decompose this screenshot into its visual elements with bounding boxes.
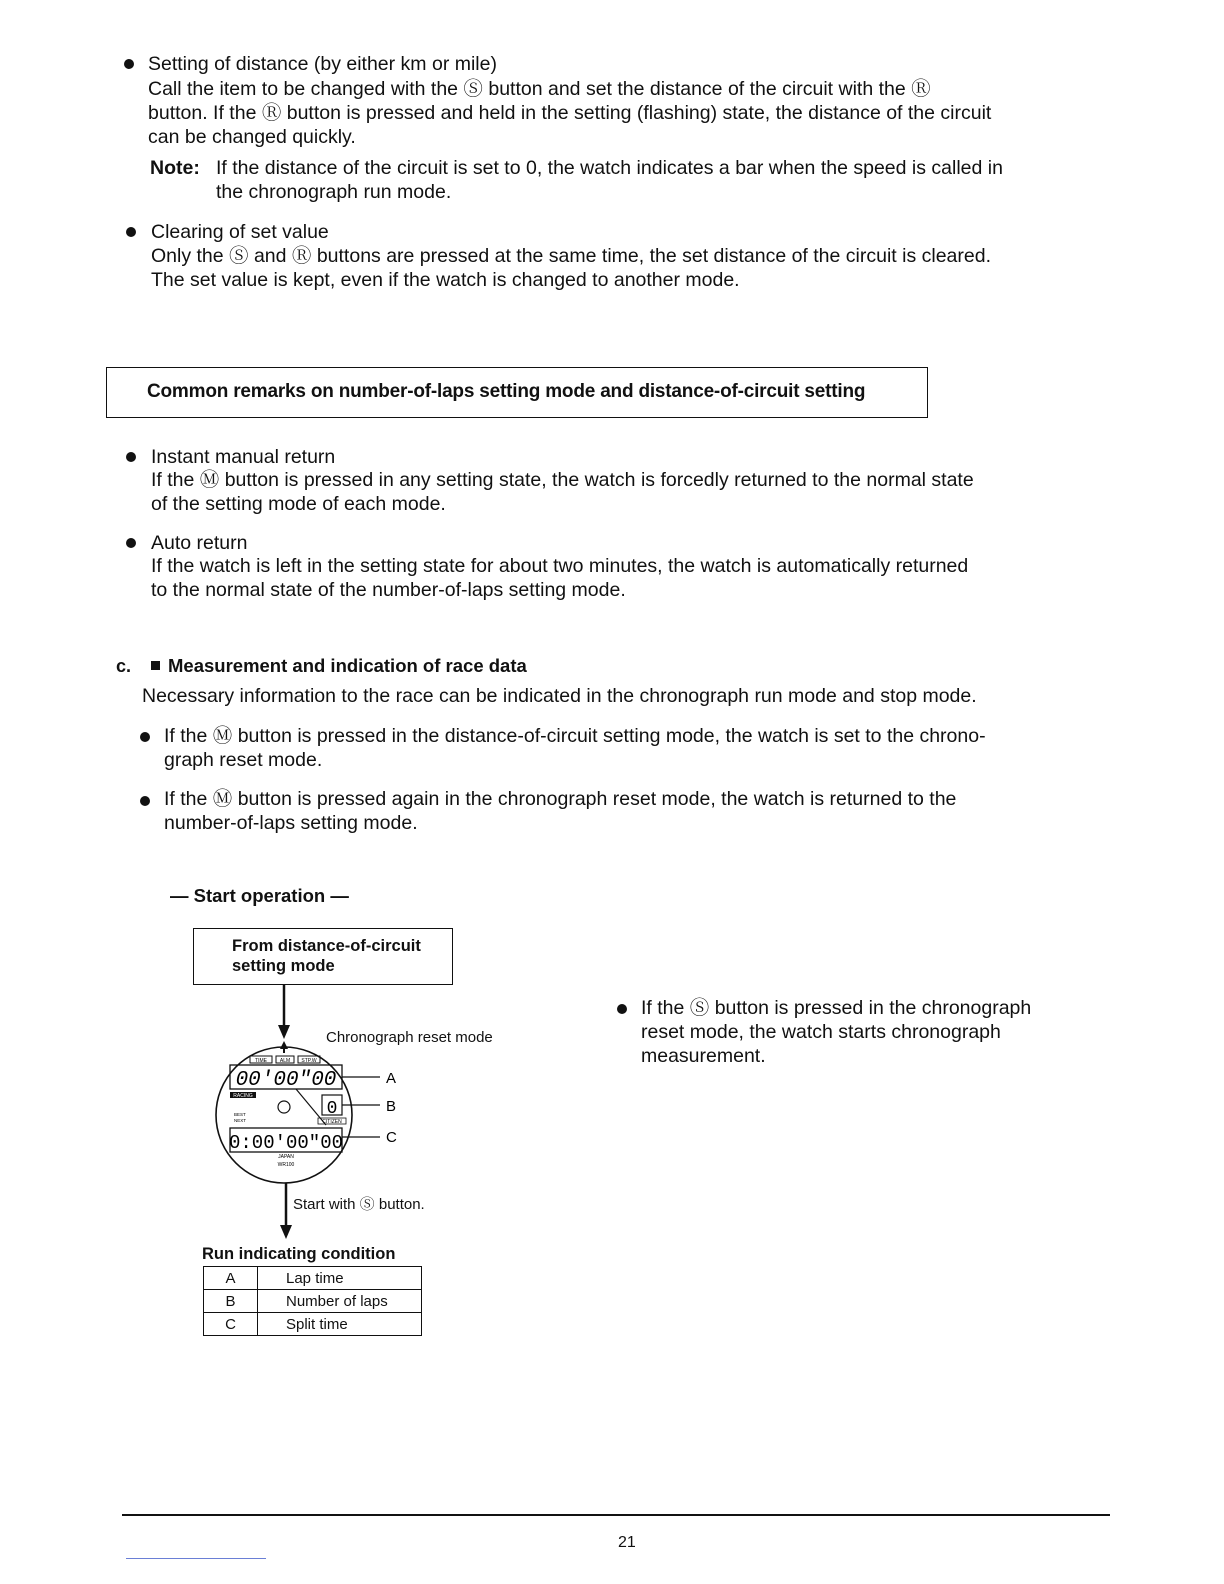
section-auto-body (151, 554, 968, 602)
brand-label: CITIZEN (322, 1119, 342, 1125)
text-line: If the Ⓜ button is pressed in the distance-of-circuit setting mode, the watch is set to the chrono- (164, 725, 986, 747)
section-distance-heading: Setting of distance (by either km or mile) (148, 53, 497, 75)
footer-rule (122, 1514, 1110, 1516)
tab-stpw-label: STP.W (301, 1058, 317, 1064)
right-bullet-body (641, 996, 1091, 1068)
middle-digit: 0 (326, 1099, 338, 1119)
text-line: If the Ⓢ button is pressed in the chronograph (641, 997, 1032, 1019)
text-line: From distance-of-circuit (232, 937, 421, 955)
text-line: reset mode, the watch starts chronograph (641, 1021, 1001, 1043)
text-line: graph reset mode. (164, 749, 323, 771)
callout-c: C (386, 1129, 397, 1146)
section-instant-body (151, 468, 974, 516)
run-table-title: Run indicating condition (202, 1245, 396, 1263)
square-bullet-icon (151, 661, 160, 670)
source-mode-box (193, 928, 453, 985)
arrow-down-icon (280, 1225, 292, 1239)
text-line: of the setting mode of each mode. (151, 493, 446, 515)
note-body (216, 156, 1003, 204)
section-distance-body (148, 77, 1078, 149)
text-line: The set value is kept, even if the watch is changed to another mode. (151, 269, 740, 291)
text-line: can be changed quickly. (148, 126, 356, 148)
text-line: If the Ⓜ button is pressed in any setting state, the watch is forcedly returned to the normal state (151, 469, 974, 491)
text-line: setting mode (232, 957, 335, 975)
page-number: 21 (618, 1534, 636, 1548)
text-line: If the Ⓜ button is pressed again in the chronograph reset mode, the watch is returned to the (164, 788, 957, 810)
next-label: NEXT (234, 1118, 247, 1123)
text-line: button. If the Ⓡ button is pressed and held in the setting (flashing) state, the distance of the circuit (148, 102, 992, 124)
section-c-title: Measurement and indication of race data (168, 655, 527, 676)
note-label: Note: (150, 157, 200, 179)
section-clearing-heading: Clearing of set value (151, 221, 329, 243)
text-line: to the normal state of the number-of-laps setting mode. (151, 579, 626, 601)
tab-time-label: TIME (255, 1058, 267, 1064)
bullet-dot (126, 538, 136, 548)
text-line: Call the item to be changed with the Ⓢ button and set the distance of the circuit with the Ⓡ (148, 78, 931, 100)
section-auto-heading: Auto return (151, 532, 248, 554)
bullet-dot (124, 59, 134, 69)
table-key: A (204, 1267, 258, 1290)
reset-mode-label: Chronograph reset mode (326, 1029, 493, 1046)
text-line: measurement. (641, 1045, 766, 1067)
best-label: BEST (234, 1112, 246, 1117)
text-line: Only the Ⓢ and Ⓡ buttons are pressed at the same time, the set distance of the circuit is cleared. (151, 245, 992, 267)
text-line: If the watch is left in the setting state for about two minutes, the watch is automatically returned (151, 555, 969, 577)
text-line: the chronograph run mode. (216, 181, 452, 203)
bottom-digits: 0:00'00"00 (228, 1132, 344, 1154)
origin-label: JAPAN (278, 1154, 294, 1160)
start-with-label: Start with Ⓢ button. (293, 1196, 425, 1213)
table-value: Lap time (258, 1267, 422, 1290)
table-row (204, 1313, 422, 1336)
start-operation-heading: — Start operation — (170, 885, 349, 906)
arrow-down-icon (278, 1025, 290, 1039)
water-label: WR100 (277, 1162, 295, 1168)
section-c-letter: c. (116, 656, 132, 676)
bullet-dot (126, 452, 136, 462)
run-table (203, 1266, 422, 1336)
table-key: B (204, 1290, 258, 1313)
text-line: If the distance of the circuit is set to 0, the watch indicates a bar when the speed is called in (216, 157, 1003, 179)
banner-title: Common remarks on number-of-laps setting mode and distance-of-circuit setting (147, 381, 866, 402)
section-c-bullet2 (164, 787, 956, 835)
section-clearing-body (151, 244, 991, 292)
section-instant-heading: Instant manual return (151, 446, 336, 468)
callout-b: B (386, 1098, 397, 1115)
table-row (204, 1267, 422, 1290)
section-c-intro: Necessary information to the race can be indicated in the chronograph run mode and stop mode. (142, 685, 977, 707)
footer-link-line (126, 1558, 266, 1559)
bullet-dot (140, 796, 150, 806)
section-c-bullet1 (164, 724, 986, 772)
top-digits: 00'00"00 (235, 1069, 337, 1092)
tab-alm-label: ALM (279, 1058, 291, 1064)
remarks-banner (106, 367, 928, 418)
bullet-dot (126, 227, 136, 237)
bullet-dot (140, 732, 150, 742)
table-key: C (204, 1313, 258, 1336)
racing-label: RACING (233, 1093, 253, 1099)
text-line: number-of-laps setting mode. (164, 812, 418, 834)
center-circle-icon (278, 1101, 290, 1113)
table-value: Split time (258, 1313, 422, 1336)
table-value: Number of laps (258, 1290, 422, 1313)
bullet-dot (617, 1004, 627, 1014)
callout-a: A (386, 1070, 397, 1087)
table-row (204, 1290, 422, 1313)
